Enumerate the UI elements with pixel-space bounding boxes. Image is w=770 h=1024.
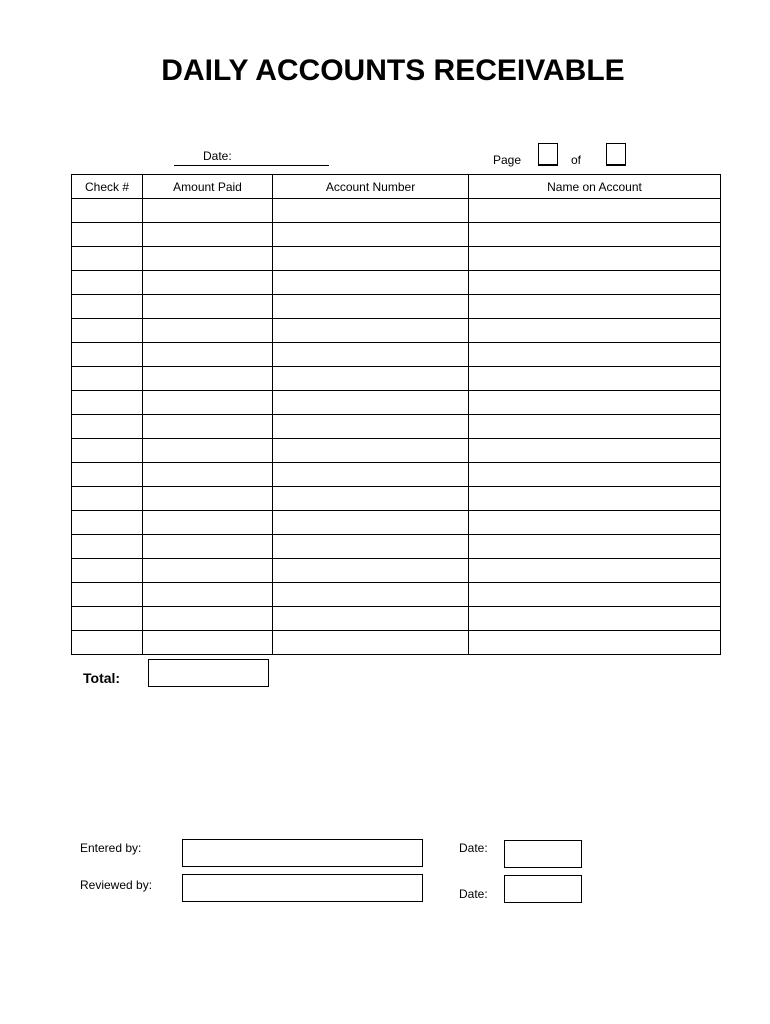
reviewed-by-field[interactable] — [182, 874, 423, 902]
table-row — [72, 511, 721, 535]
date-label: Date: — [203, 149, 232, 163]
check-cell[interactable] — [72, 583, 143, 607]
check-cell[interactable] — [72, 607, 143, 631]
entered-date-label: Date: — [459, 841, 488, 855]
amount-paid-cell[interactable] — [143, 367, 273, 391]
amount-paid-cell[interactable] — [143, 319, 273, 343]
account-number-cell[interactable] — [273, 295, 469, 319]
table-row — [72, 367, 721, 391]
account-number-cell[interactable] — [273, 343, 469, 367]
table-row — [72, 295, 721, 319]
account-number-cell[interactable] — [273, 199, 469, 223]
account-number-cell[interactable] — [273, 583, 469, 607]
name-on-account-cell[interactable] — [469, 415, 721, 439]
account-number-cell[interactable] — [273, 511, 469, 535]
check-cell[interactable] — [72, 463, 143, 487]
table-row — [72, 439, 721, 463]
amount-paid-cell[interactable] — [143, 391, 273, 415]
check-cell[interactable] — [72, 415, 143, 439]
column-header-amount-paid: Amount Paid — [143, 175, 273, 199]
check-cell[interactable] — [72, 487, 143, 511]
name-on-account-cell[interactable] — [469, 559, 721, 583]
check-cell[interactable] — [72, 295, 143, 319]
amount-paid-cell[interactable] — [143, 511, 273, 535]
table-row — [72, 319, 721, 343]
name-on-account-cell[interactable] — [469, 631, 721, 655]
name-on-account-cell[interactable] — [469, 439, 721, 463]
amount-paid-cell[interactable] — [143, 247, 273, 271]
account-number-cell[interactable] — [273, 415, 469, 439]
account-number-cell[interactable] — [273, 439, 469, 463]
account-number-cell[interactable] — [273, 247, 469, 271]
name-on-account-cell[interactable] — [469, 223, 721, 247]
amount-paid-cell[interactable] — [143, 535, 273, 559]
name-on-account-cell[interactable] — [469, 391, 721, 415]
date-field-line[interactable] — [174, 165, 329, 166]
table-row — [72, 535, 721, 559]
name-on-account-cell[interactable] — [469, 295, 721, 319]
name-on-account-cell[interactable] — [469, 583, 721, 607]
entered-by-label: Entered by: — [80, 841, 142, 855]
account-number-cell[interactable] — [273, 487, 469, 511]
check-cell[interactable] — [72, 247, 143, 271]
check-cell[interactable] — [72, 271, 143, 295]
table-row — [72, 199, 721, 223]
check-cell[interactable] — [72, 511, 143, 535]
account-number-cell[interactable] — [273, 463, 469, 487]
account-number-cell[interactable] — [273, 559, 469, 583]
table-body — [72, 199, 721, 655]
check-cell[interactable] — [72, 439, 143, 463]
reviewed-date-label: Date: — [459, 887, 488, 901]
amount-paid-cell[interactable] — [143, 271, 273, 295]
table-row — [72, 223, 721, 247]
name-on-account-cell[interactable] — [469, 607, 721, 631]
check-cell[interactable] — [72, 223, 143, 247]
table-row — [72, 391, 721, 415]
check-cell[interactable] — [72, 535, 143, 559]
total-box[interactable] — [148, 659, 269, 687]
table-row — [72, 487, 721, 511]
account-number-cell[interactable] — [273, 223, 469, 247]
table-row — [72, 415, 721, 439]
table-row — [72, 607, 721, 631]
table-row — [72, 271, 721, 295]
account-number-cell[interactable] — [273, 391, 469, 415]
column-header-account-number: Account Number — [273, 175, 469, 199]
amount-paid-cell[interactable] — [143, 463, 273, 487]
name-on-account-cell[interactable] — [469, 487, 721, 511]
account-number-cell[interactable] — [273, 631, 469, 655]
check-cell[interactable] — [72, 343, 143, 367]
amount-paid-cell[interactable] — [143, 607, 273, 631]
amount-paid-cell[interactable] — [143, 295, 273, 319]
page-label: Page — [493, 153, 522, 167]
name-on-account-cell[interactable] — [469, 271, 721, 295]
page-total-box[interactable] — [606, 143, 626, 166]
reviewed-date-field[interactable] — [504, 875, 582, 903]
name-on-account-cell[interactable] — [469, 367, 721, 391]
amount-paid-cell[interactable] — [143, 631, 273, 655]
table-header-row — [72, 175, 721, 199]
amount-paid-cell[interactable] — [143, 439, 273, 463]
name-on-account-cell[interactable] — [469, 247, 721, 271]
name-on-account-cell[interactable] — [469, 199, 721, 223]
reviewed-by-label: Reviewed by: — [80, 878, 153, 892]
amount-paid-cell[interactable] — [143, 559, 273, 583]
table-row — [72, 559, 721, 583]
amount-paid-cell[interactable] — [143, 199, 273, 223]
name-on-account-cell[interactable] — [469, 319, 721, 343]
check-cell[interactable] — [72, 391, 143, 415]
form-title: DAILY ACCOUNTS RECEIVABLE — [161, 54, 625, 87]
name-on-account-cell[interactable] — [469, 463, 721, 487]
column-header-check: Check # — [72, 175, 143, 199]
name-on-account-cell[interactable] — [469, 535, 721, 559]
name-on-account-cell[interactable] — [469, 511, 721, 535]
of-label: of — [571, 153, 582, 167]
entered-date-field[interactable] — [504, 840, 582, 868]
amount-paid-cell[interactable] — [143, 487, 273, 511]
check-cell[interactable] — [72, 199, 143, 223]
amount-paid-cell[interactable] — [143, 343, 273, 367]
table-row — [72, 463, 721, 487]
total-label: Total: — [83, 670, 121, 686]
check-cell[interactable] — [72, 367, 143, 391]
page-number-box[interactable] — [538, 143, 558, 166]
account-number-cell[interactable] — [273, 607, 469, 631]
receivables-table — [71, 174, 721, 655]
table-row — [72, 631, 721, 655]
table-row — [72, 247, 721, 271]
table-row — [72, 583, 721, 607]
account-number-cell[interactable] — [273, 271, 469, 295]
amount-paid-cell[interactable] — [143, 415, 273, 439]
entered-by-field[interactable] — [182, 839, 423, 867]
account-number-cell[interactable] — [273, 535, 469, 559]
account-number-cell[interactable] — [273, 319, 469, 343]
table-row — [72, 343, 721, 367]
check-cell[interactable] — [72, 319, 143, 343]
column-header-name-on-account: Name on Account — [469, 175, 721, 199]
check-cell[interactable] — [72, 559, 143, 583]
check-cell[interactable] — [72, 631, 143, 655]
amount-paid-cell[interactable] — [143, 223, 273, 247]
name-on-account-cell[interactable] — [469, 343, 721, 367]
account-number-cell[interactable] — [273, 367, 469, 391]
amount-paid-cell[interactable] — [143, 583, 273, 607]
